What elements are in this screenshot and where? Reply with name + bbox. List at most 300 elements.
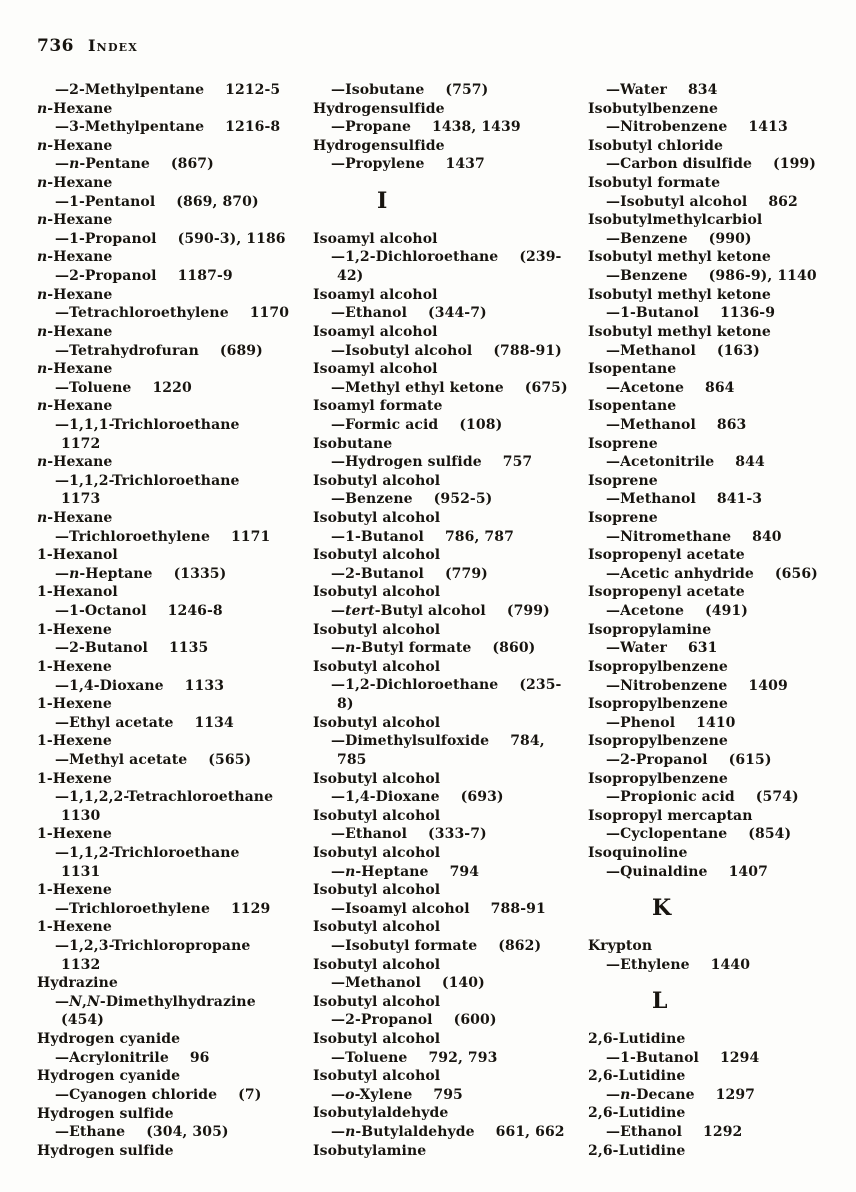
entry-label: —Nitrobenzene <box>606 677 728 694</box>
index-subentry <box>588 714 848 733</box>
entry-label: Isobutyl alcohol <box>313 919 441 936</box>
entry-label: —Ethyl acetate <box>55 714 174 731</box>
index-entry <box>588 211 848 230</box>
entry-label: Isobutyl alcohol <box>313 993 441 1010</box>
entry-label: —2-Butanol <box>55 640 148 657</box>
index-entry <box>313 509 588 528</box>
entry-label: —2-Methylpentane <box>55 82 205 98</box>
entry-label: —Toluene <box>331 1049 408 1066</box>
page-ref-continuation: 1132 <box>61 956 101 973</box>
entry-page-ref: 1407 <box>728 863 768 880</box>
index-entry <box>313 993 588 1012</box>
index-entry <box>588 100 848 119</box>
index-subentry <box>37 602 313 621</box>
entry-page-ref: (860) <box>492 640 536 657</box>
index-subentry <box>313 639 588 658</box>
index-subentry <box>37 1049 313 1068</box>
index-entry <box>588 323 848 342</box>
entry-page-ref: (799) <box>506 603 550 620</box>
index-entry <box>37 453 313 472</box>
index-subentry <box>37 416 313 435</box>
index-entry <box>588 509 848 528</box>
index-entry <box>588 732 848 751</box>
index-subentry <box>37 751 313 770</box>
index-entry <box>37 658 313 677</box>
page-ref-continuation: 1131 <box>61 863 101 880</box>
entry-label: Isobutyl methyl ketone <box>588 323 771 340</box>
index-subentry <box>37 342 313 361</box>
entry-label: —Isobutane <box>331 82 425 98</box>
entry-page-ref: (869, 870) <box>176 193 259 210</box>
entry-label: —3-Methylpentane <box>55 119 205 136</box>
entry-page-ref: (7) <box>238 1086 262 1103</box>
index-entry <box>588 583 848 602</box>
index-column-2 <box>313 81 588 1160</box>
entry-page-ref: 864 <box>705 379 735 396</box>
index-subentry <box>313 1049 588 1068</box>
entry-label: Isoamyl alcohol <box>313 230 438 247</box>
index-entry <box>313 1104 588 1123</box>
index-subentry <box>313 528 588 547</box>
entry-page-ref: 1212-5 <box>225 82 281 98</box>
index-subentry <box>588 81 848 100</box>
entry-label: —Trichloroethylene <box>55 528 210 545</box>
index-entry <box>313 100 588 119</box>
entry-page-ref: 1133 <box>184 677 225 694</box>
entry-page-ref: 1292 <box>703 1124 743 1141</box>
entry-page-ref: 844 <box>735 454 765 471</box>
index-subentry <box>37 81 313 100</box>
entry-label: Hydrogen cyanide <box>37 1031 181 1048</box>
index-entry <box>37 1067 313 1086</box>
index-entry <box>313 546 588 565</box>
entry-label: Isobutyl alcohol <box>313 584 441 601</box>
entry-page-ref: (986-9), 1140 <box>708 268 817 285</box>
page-ref-continuation: 1173 <box>61 491 101 508</box>
index-entry <box>37 360 313 379</box>
index-subentry <box>588 677 848 696</box>
entry-page-ref: 1129 <box>230 900 271 917</box>
entry-label: Isopropylbenzene <box>588 733 728 750</box>
entry-page-ref: 661, 662 <box>495 1124 565 1141</box>
index-subentry <box>37 639 313 658</box>
index-entry <box>588 770 848 789</box>
index-subentry <box>313 1086 588 1105</box>
entry-label: —Quinaldine <box>606 863 708 880</box>
entry-page-ref: (163) <box>716 342 760 359</box>
index-subentry <box>313 900 588 919</box>
index-entry <box>313 770 588 789</box>
index-subentry <box>588 304 848 323</box>
index-subentry <box>313 1011 588 1030</box>
page-ref-continuation: 785 <box>337 751 367 768</box>
index-subentry <box>588 118 848 137</box>
entry-label: Isopropylbenzene <box>588 770 728 787</box>
entry-page-ref: (788-91) <box>493 342 562 359</box>
entry-label: —2-Propanol <box>55 268 157 285</box>
entry-label: —Methyl acetate <box>55 751 188 768</box>
entry-page-ref: 1136-9 <box>719 305 776 322</box>
index-entry <box>313 360 588 379</box>
entry-label: 1-Hexene <box>37 696 112 713</box>
entry-label: —1-Butanol <box>331 528 424 545</box>
entry-label: —Benzene <box>331 491 413 508</box>
entry-label: Isopropenyl acetate <box>588 547 745 564</box>
index-entry <box>313 397 588 416</box>
index-subentry <box>588 1086 848 1105</box>
index-subentry <box>588 379 848 398</box>
index-subentry <box>37 844 313 863</box>
entry-page-ref: 863 <box>716 416 747 433</box>
index-column-1 <box>37 81 313 1160</box>
index-entry <box>37 1030 313 1049</box>
entry-label: —Water <box>606 640 667 657</box>
entry-label: n-Hexane <box>37 398 113 415</box>
entry-label: Isopropenyl acetate <box>588 584 745 601</box>
page-number: 736 <box>37 36 74 56</box>
section-heading: L <box>652 988 668 1015</box>
entry-page-ref: 841-3 <box>716 491 763 508</box>
index-entry <box>588 937 848 956</box>
section-heading: I <box>377 188 388 215</box>
entry-label: n-Hexane <box>37 286 113 303</box>
index-entry <box>313 714 588 733</box>
page-ref-continuation: 1172 <box>61 435 101 452</box>
entry-label: —Cyclopentane <box>606 826 728 843</box>
entry-label: Isobutyl alcohol <box>313 714 441 731</box>
index-subentry <box>588 528 848 547</box>
entry-label: Isoprene <box>588 472 658 489</box>
page-ref-continuation: 1130 <box>61 807 101 824</box>
index-subentry <box>37 565 313 584</box>
entry-label: —Nitrobenzene <box>606 119 728 136</box>
index-entry <box>313 881 588 900</box>
entry-page-ref: (675) <box>524 379 568 396</box>
entry-label: Isoprene <box>588 510 658 527</box>
index-entry <box>37 211 313 230</box>
entry-label: Isobutyl alcohol <box>313 621 441 638</box>
entry-label: Isopropylbenzene <box>588 658 728 675</box>
entry-label: —Benzene <box>606 268 688 285</box>
entry-page-ref: 1437 <box>445 156 485 173</box>
entry-label: —1-Butanol <box>606 1049 699 1066</box>
entry-page-ref: 788-91 <box>490 900 546 917</box>
index-subentry <box>313 732 588 751</box>
index-entry <box>37 137 313 156</box>
entry-label: —N,N-Dimethylhydrazine <box>55 993 256 1010</box>
entry-label: Isobutyl alcohol <box>313 1031 441 1048</box>
entry-label: Isobutylaldehyde <box>313 1105 449 1122</box>
entry-page-ref: 1440 <box>710 956 751 973</box>
entry-label: —Propylene <box>331 156 425 173</box>
entry-page-ref: 631 <box>687 640 718 657</box>
index-entry <box>588 397 848 416</box>
index-entry <box>37 1105 313 1124</box>
index-entry <box>313 1067 588 1086</box>
entry-page-ref: (990) <box>708 230 752 247</box>
index-entry <box>313 137 588 156</box>
entry-label: —1,1,2-Trichloroethane <box>55 472 240 489</box>
index-subentry <box>588 193 848 212</box>
entry-label: Isobutyl alcohol <box>313 882 441 899</box>
index-entry <box>313 956 588 975</box>
entry-page-ref: 862 <box>768 193 798 210</box>
entry-page-ref: 1170 <box>249 305 290 322</box>
entry-label: Isobutyl alcohol <box>313 956 441 973</box>
index-subentry <box>37 677 313 696</box>
index-subentry <box>588 490 848 509</box>
entry-label: Isopropylbenzene <box>588 696 728 713</box>
index-entry <box>37 1142 313 1161</box>
entry-label: —Acetic anhydride <box>606 565 754 582</box>
index-entry <box>37 509 313 528</box>
index-entry <box>588 658 848 677</box>
index-subentry <box>37 788 313 807</box>
entry-page-ref: (600) <box>453 1012 497 1029</box>
entry-label: Isobutyl formate <box>588 175 721 192</box>
entry-label: Isopropylamine <box>588 621 712 638</box>
index-subentry <box>313 565 588 584</box>
entry-label: —Ethanol <box>331 826 408 843</box>
entry-page-ref: (854) <box>748 826 792 843</box>
entry-label: Isobutyl methyl ketone <box>588 249 771 266</box>
entry-label: —Ethane <box>55 1124 126 1141</box>
entry-label: —Methanol <box>606 491 696 508</box>
index-entry <box>37 732 313 751</box>
entry-label: Isopentane <box>588 398 677 415</box>
entry-label: —Methanol <box>331 975 421 992</box>
entry-label: Hydrogen sulfide <box>37 1105 174 1122</box>
entry-label: Isobutyl alcohol <box>313 844 441 861</box>
entry-label: 1-Hexene <box>37 882 112 899</box>
index-entry <box>37 397 313 416</box>
entry-label: —Tetrachloroethylene <box>55 305 229 322</box>
entry-label: n-Hexane <box>37 212 113 229</box>
entry-page-ref: 96 <box>189 1049 210 1066</box>
index-subentry <box>37 472 313 491</box>
entry-page-ref: (574) <box>755 789 799 806</box>
entry-label: —1,4-Dioxane <box>55 677 164 694</box>
index-subentry <box>313 155 588 174</box>
entry-label: —Acrylonitrile <box>55 1049 169 1066</box>
entry-page-ref: (1335) <box>173 565 227 582</box>
index-entry <box>588 1142 848 1161</box>
entry-label: —Isobutyl alcohol <box>606 193 748 210</box>
entry-label: Hydrazine <box>37 975 118 992</box>
index-subentry <box>588 230 848 249</box>
entry-page-ref: 794 <box>449 863 480 880</box>
entry-page-ref: 1171 <box>230 528 271 545</box>
entry-page-ref: (140) <box>441 975 485 992</box>
index-subentry <box>588 863 848 882</box>
index-subentry <box>37 267 313 286</box>
entry-label: Isoamyl alcohol <box>313 323 438 340</box>
index-entry <box>37 323 313 342</box>
page-title: Index <box>88 36 138 55</box>
entry-label: Isobutyl methyl ketone <box>588 286 771 303</box>
entry-page-ref: 786, 787 <box>444 528 514 545</box>
index-subentry <box>37 528 313 547</box>
entry-label: n-Hexane <box>37 323 113 340</box>
entry-label: Isobutane <box>313 435 393 452</box>
index-entry <box>313 1142 588 1161</box>
index-entry <box>588 1104 848 1123</box>
index-subentry <box>313 602 588 621</box>
index-subentry <box>37 937 313 956</box>
entry-page-ref: (952-5) <box>433 491 493 508</box>
index-columns <box>37 81 848 1160</box>
entry-page-ref: 1216-8 <box>225 119 281 136</box>
index-entry <box>37 770 313 789</box>
index-subentry <box>588 1049 848 1068</box>
index-entry <box>313 658 588 677</box>
index-entry <box>313 844 588 863</box>
index-subentry <box>313 788 588 807</box>
entry-label: —Methyl ethyl ketone <box>331 379 504 396</box>
section-heading: K <box>652 895 672 922</box>
index-entry <box>313 435 588 454</box>
index-entry <box>588 248 848 267</box>
entry-label: —1,4-Dioxane <box>331 789 440 806</box>
entry-label: Hydrogen sulfide <box>37 1142 174 1159</box>
entry-page-ref: 757 <box>502 454 533 471</box>
entry-label: 1-Hexanol <box>37 584 118 601</box>
entry-label: Isobutyl alcohol <box>313 509 441 526</box>
index-entry <box>313 807 588 826</box>
entry-label: —1,1,2-Trichloroethane <box>55 844 240 861</box>
index-entry <box>313 918 588 937</box>
entry-page-ref: 792, 793 <box>428 1049 498 1066</box>
entry-label: Isoamyl formate <box>313 398 443 415</box>
entry-label: 1-Hexene <box>37 621 112 638</box>
entry-label: 1-Hexene <box>37 919 112 936</box>
entry-label: —n-Pentane <box>55 156 150 173</box>
entry-page-ref: 1410 <box>696 714 736 731</box>
entry-label: —2-Propanol <box>606 751 708 768</box>
entry-label: Hydrogen cyanide <box>37 1068 181 1085</box>
index-subentry <box>588 155 848 174</box>
entry-label: —2-Butanol <box>331 565 424 582</box>
entry-label: 2,6-Lutidine <box>588 1031 686 1048</box>
index-subentry <box>37 155 313 174</box>
entry-page-ref: 1297 <box>715 1086 756 1103</box>
index-subentry <box>313 1123 588 1142</box>
entry-label: 1-Hexene <box>37 658 112 675</box>
entry-label: —Carbon disulfide <box>606 156 752 173</box>
entry-label: —tert-Butyl alcohol <box>331 603 486 620</box>
entry-label: Isobutyl alcohol <box>313 1068 441 1085</box>
entry-label: —Trichloroethylene <box>55 900 210 917</box>
entry-label: n-Hexane <box>37 454 113 471</box>
index-entry <box>588 621 848 640</box>
entry-label: Isoquinoline <box>588 844 688 861</box>
index-subentry <box>37 304 313 323</box>
index-subentry <box>37 230 313 249</box>
index-entry <box>37 974 313 993</box>
entry-label: —1,2,3-Trichloropropane <box>55 938 251 955</box>
index-subentry <box>37 379 313 398</box>
index-subentry <box>313 490 588 509</box>
entry-page-ref: 1135 <box>168 640 209 657</box>
entry-label: —1,2-Dichloroethane <box>331 677 499 694</box>
entry-page-ref: (333-7) <box>428 826 487 843</box>
index-subentry <box>313 863 588 882</box>
entry-page-ref: 834 <box>687 82 718 98</box>
entry-label: —1-Octanol <box>55 603 147 620</box>
entry-label: —Ethylene <box>606 956 690 973</box>
index-subentry <box>588 565 848 584</box>
index-subentry <box>588 267 848 286</box>
index-subentry <box>37 193 313 212</box>
index-entry <box>588 137 848 156</box>
index-entry <box>588 807 848 826</box>
entry-page-ref: (693) <box>460 789 504 806</box>
entry-page-ref: (656) <box>774 565 818 582</box>
entry-label: —Methanol <box>606 342 696 359</box>
entry-label: n-Hexane <box>37 510 113 527</box>
entry-page-ref: 840 <box>752 528 782 545</box>
index-entry <box>37 881 313 900</box>
entry-label: —2-Propanol <box>331 1012 433 1029</box>
index-entry <box>37 621 313 640</box>
index-subentry <box>313 416 588 435</box>
entry-label: Isopropyl mercaptan <box>588 807 753 824</box>
entry-page-ref: 1246-8 <box>167 603 223 620</box>
entry-label: —Acetonitrile <box>606 454 715 471</box>
entry-label: 1-Hexene <box>37 733 112 750</box>
entry-label: Isoamyl alcohol <box>313 286 438 303</box>
page-ref-continuation: (454) <box>61 1012 104 1029</box>
entry-label: —Isoamyl alcohol <box>331 900 470 917</box>
entry-label: —Cyanogen chloride <box>55 1086 218 1103</box>
entry-label: —Tetrahydrofuran <box>55 342 199 359</box>
index-entry <box>37 825 313 844</box>
index-entry <box>313 323 588 342</box>
entry-page-ref: 1187-9 <box>177 268 233 285</box>
index-subentry <box>37 993 313 1012</box>
entry-label: 1-Hexene <box>37 826 112 843</box>
index-entry <box>37 546 313 565</box>
entry-label: Krypton <box>588 938 653 954</box>
entry-label: 2,6-Lutidine <box>588 1068 686 1085</box>
entry-label: 2,6-Lutidine <box>588 1142 686 1159</box>
entry-label: —Phenol <box>606 714 676 731</box>
entry-label: n-Hexane <box>37 175 113 192</box>
index-subentry <box>313 453 588 472</box>
index-subentry <box>37 900 313 919</box>
index-entry <box>37 286 313 305</box>
entry-page-ref: (199) <box>773 156 816 173</box>
entry-label: —n-Decane <box>606 1086 695 1103</box>
entry-page-ref: (757) <box>445 82 489 98</box>
entry-label: —Dimethylsulfoxide <box>331 733 490 750</box>
entry-label: Hydrogensulfide <box>313 137 445 154</box>
entry-label: n-Hexane <box>37 361 113 378</box>
index-entry <box>588 1030 848 1049</box>
index-subentry <box>588 602 848 621</box>
entry-label: Isobutylmethylcarbiol <box>588 212 763 229</box>
index-subentry <box>313 379 588 398</box>
index-subentry <box>588 639 848 658</box>
entry-label: —n-Heptane <box>331 863 429 880</box>
entry-label: Isopentane <box>588 361 677 378</box>
index-subentry <box>37 714 313 733</box>
entry-page-ref: (867) <box>170 156 214 173</box>
entry-label: Hydrogensulfide <box>313 100 445 117</box>
index-entry <box>313 621 588 640</box>
index-subentry <box>588 825 848 844</box>
entry-label: —1,2-Dichloroethane <box>331 249 499 266</box>
